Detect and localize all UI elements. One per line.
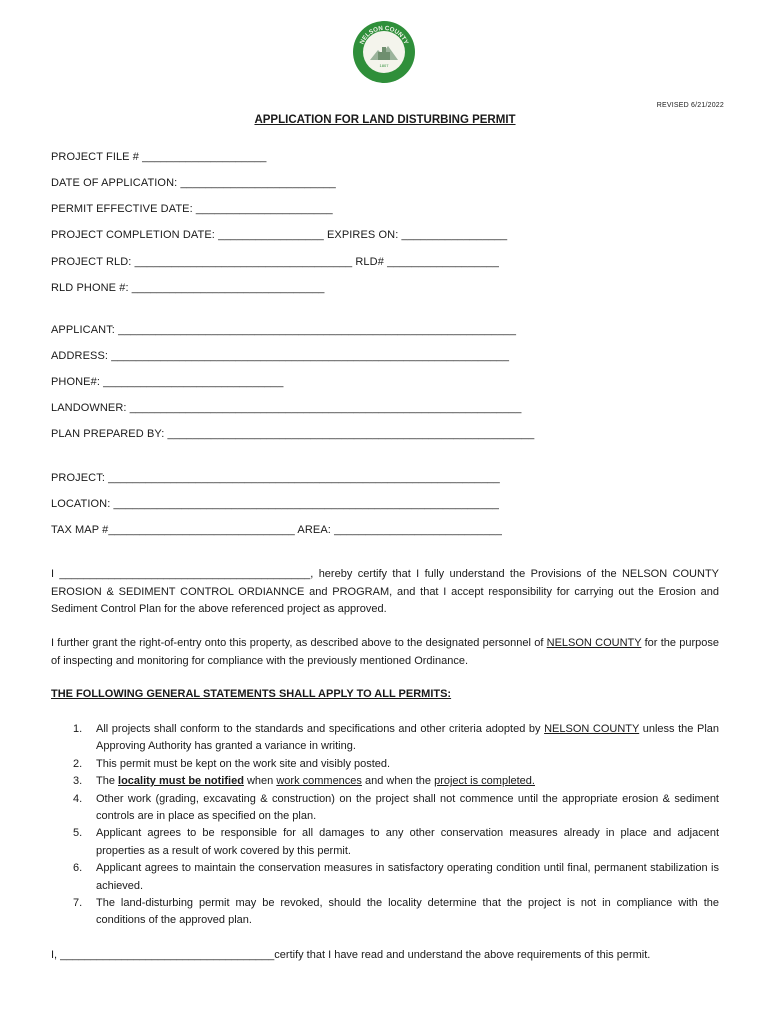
page-title (0, 114, 770, 126)
statement-number: 5. (73, 827, 83, 840)
location-field[interactable]: LOCATION: ______________________________________________________________ (51, 498, 500, 510)
plan-prepared-by-field[interactable]: PLAN PREPARED BY: ___________________________________________________________ (51, 428, 535, 440)
applicant-field[interactable]: APPLICANT: ________________________________________________________________ (51, 324, 517, 336)
statement-text: when (243, 775, 277, 788)
entry-paragraph (51, 635, 719, 670)
project-field[interactable]: PROJECT: _______________________________________________________________ (51, 472, 500, 484)
statement-number: 1. (73, 723, 83, 735)
statement-number: 6. (73, 862, 83, 875)
statement-text: and when the (361, 775, 435, 788)
statement-item (51, 721, 719, 756)
phone-field[interactable]: PHONE#: _____________________________ (51, 376, 284, 388)
statement-county-name: NELSON COUNTY (544, 723, 640, 735)
statement-text: unless the Plan Approving Authority has granted a variance in writing. (96, 723, 719, 753)
statement-item (51, 756, 719, 773)
entry-county-name: NELSON COUNTY (546, 637, 642, 649)
entry-text-after: for the purpose of inspecting and monitoring for compliance with the previously mentioned Ordinance. (51, 637, 719, 667)
statement-text: Applicant agrees to be responsible for all damages to any other conservation measures already in place and adjacent properties as a result of work covered by this permit. (96, 827, 719, 857)
statement-emphasis: locality must be notified (118, 775, 244, 788)
statement-item (51, 895, 719, 930)
seal-year: 1807 (379, 63, 389, 68)
statement-underlined: project is completed. (434, 775, 535, 788)
statement-underlined: work commences (276, 775, 362, 788)
general-statements-heading: THE FOLLOWING GENERAL STATEMENTS SHALL APPLY TO ALL PERMITS: (51, 688, 452, 700)
page-title-text: APPLICATION FOR LAND DISTURBING PERMIT (254, 114, 516, 126)
statement-item (51, 773, 719, 790)
tax-map-area-field[interactable]: TAX MAP #______________________________ AREA: ___________________________ (51, 524, 502, 536)
date-of-application-field[interactable]: DATE OF APPLICATION: _________________________ (51, 177, 336, 189)
statement-number: 2. (73, 757, 83, 770)
nelson-county-seal-logo (352, 20, 416, 84)
address-field[interactable]: ADDRESS: ________________________________________________________________ (51, 350, 510, 362)
revised-date: REVISED 6/21/2022 (656, 102, 724, 109)
general-statements-list (51, 721, 719, 930)
statement-number: 3. (73, 775, 83, 788)
statement-text: Other work (grading, excavating & construction) on the project shall not commence until the appropriate erosion & sediment controls are in place as specified on the plan. (96, 792, 719, 823)
statement-item (51, 860, 719, 895)
seal-bottom-text: VIRGINIA (371, 63, 397, 73)
entry-text-before: I further grant the right-of-entry onto this property, as described above to the designated personnel of (51, 637, 547, 649)
rld-phone-field[interactable]: RLD PHONE #: _______________________________ (51, 282, 325, 294)
landowner-field[interactable]: LANDOWNER: _______________________________________________________________ (51, 402, 522, 414)
seal-top-text: NELSON COUNTY (358, 24, 410, 46)
statement-text: The land-disturbing permit may be revoked, should the locality determine that the project is not in compliance with the conditions of the approved plan. (96, 897, 719, 927)
statement-item (51, 825, 719, 860)
statement-text: Applicant agrees to maintain the conservation measures in satisfactory operating condition until final, permanent stabilization is achieved. (96, 862, 719, 892)
project-completion-date-field[interactable]: PROJECT COMPLETION DATE: _________________ EXPIRES ON: _________________ (51, 229, 508, 241)
statement-number: 4. (73, 792, 83, 805)
statement-text: All projects shall conform to the standards and specifications and other criteria adopted by (96, 723, 545, 735)
statement-number: 7. (73, 897, 83, 910)
project-rld-field[interactable]: PROJECT RLD: ___________________________________ RLD# __________________ (51, 256, 499, 268)
statement-text: The (96, 775, 119, 788)
final-certify-paragraph[interactable]: I, ___________________________________certify that I have read and understand the above requirements of this permit. (51, 949, 651, 961)
permit-effective-date-field[interactable]: PERMIT EFFECTIVE DATE: ______________________ (51, 203, 333, 215)
project-file-field[interactable]: PROJECT FILE # ____________________ (51, 151, 267, 163)
statement-item (51, 791, 719, 826)
statement-text: This permit must be kept on the work site and visibly posted. (96, 757, 391, 770)
certify-paragraph: I _________________________________________, hereby certify that I fully understand the Provisions of the NELSON COUNTY EROSION & SEDIMENT CONTROL ORDIANNCE and PROGRAM, and that I accept responsibility for carrying out the Erosion and Sediment Control Plan for the above referenced project as approved. (51, 568, 719, 615)
